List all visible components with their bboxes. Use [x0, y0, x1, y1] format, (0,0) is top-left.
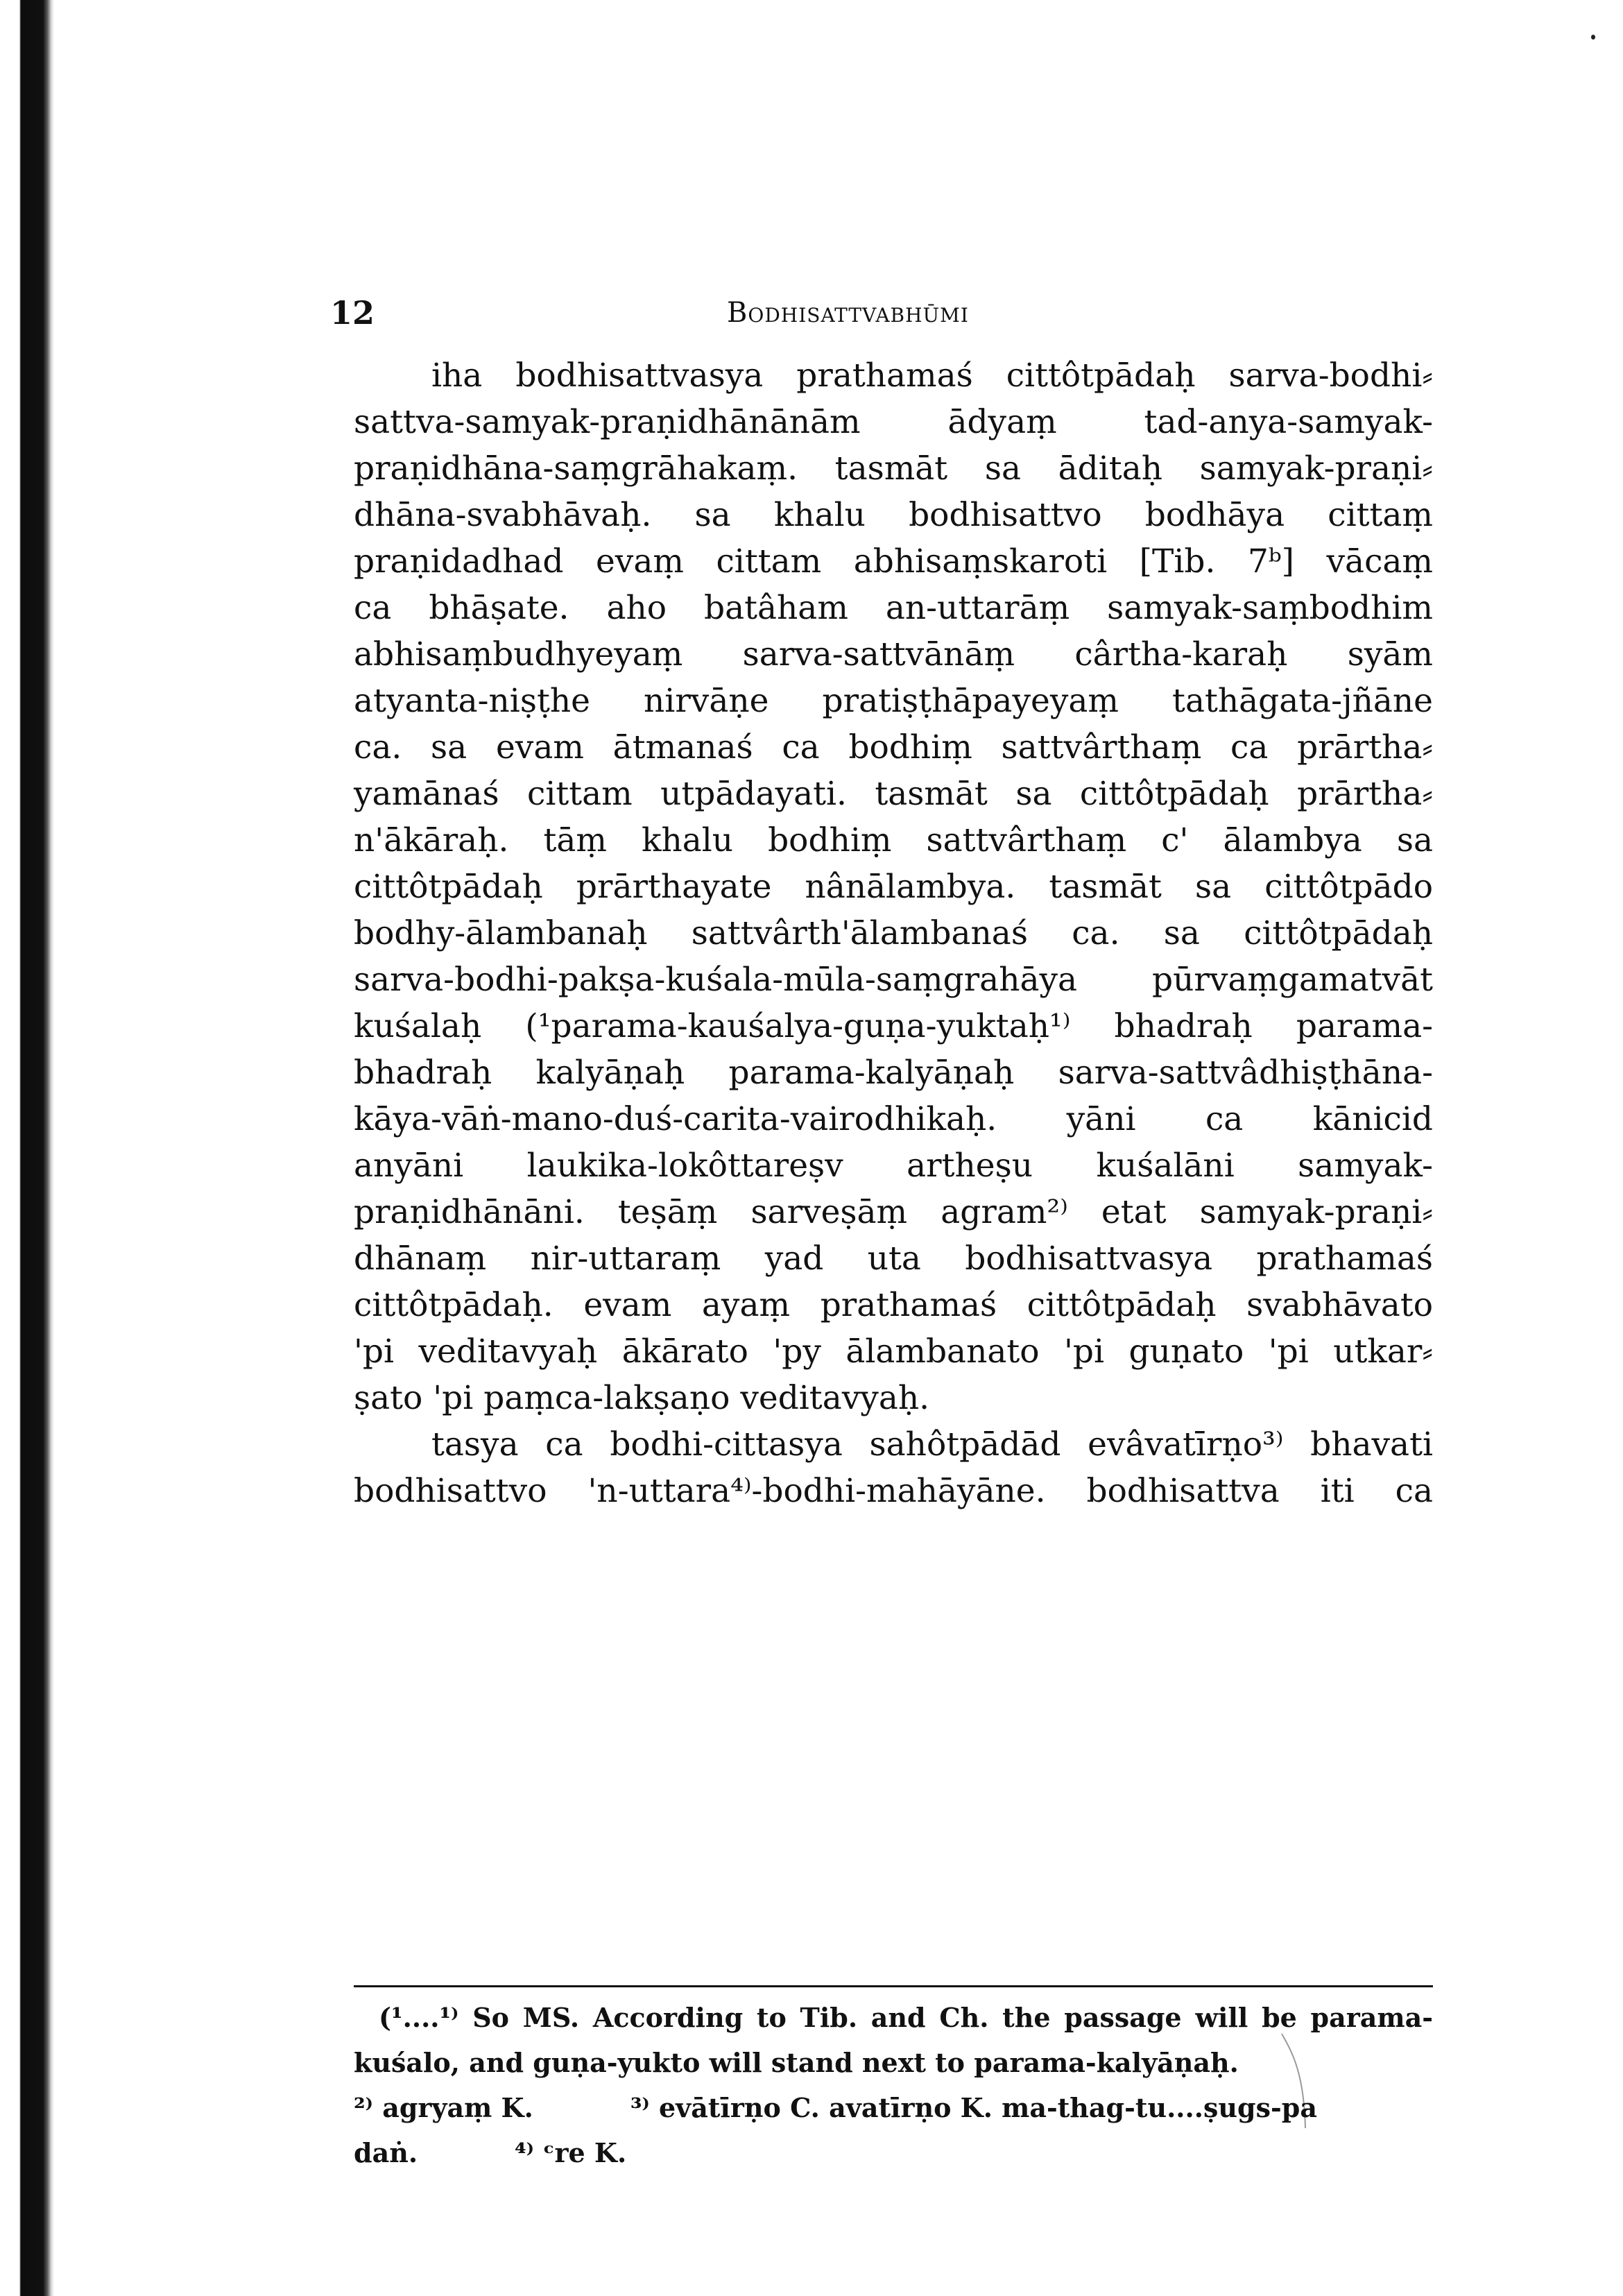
- page-number: 12: [330, 294, 375, 332]
- text-line: praṇidhāna-saṃgrāhakaṃ. tasmāt sa āditaḥ samyak-praṇi⸗: [354, 449, 1433, 488]
- text-line: ca bhāṣate. aho batâham an-uttarāṃ samyak-saṃbodhim: [354, 589, 1433, 627]
- footnote-3-continued: daṅ.: [354, 2137, 418, 2168]
- text-line: ca. sa evam ātmanaś ca bodhiṃ sattvârthaṃ ca prārtha⸗: [354, 728, 1433, 766]
- text-line: tasya ca bodhi-cittasya sahôtpādād evâvatīrṇo³⁾ bhavati: [431, 1425, 1433, 1464]
- text-line: kāya-vāṅ-mano-duś-carita-vairodhikaḥ. yāni ca kānicid: [354, 1100, 1433, 1138]
- text-line: atyanta-niṣṭhe nirvāṇe pratiṣṭhāpayeyaṃ tathāgata-jñāne: [354, 682, 1433, 720]
- text-line: iha bodhisattvasya prathamaś cittôtpādaḥ sarva-bodhi⸗: [431, 357, 1433, 395]
- running-title: Bodhisattvabhūmi: [727, 297, 969, 329]
- footnote-row: [354, 2085, 1433, 2130]
- text-line: 'pi veditavyaḥ ākārato 'py ālambanato 'pi guṇato 'pi utkar⸗: [354, 1333, 1433, 1371]
- text-line: n'ākāraḥ. tāṃ khalu bodhiṃ sattvârthaṃ c' ālambya sa: [354, 821, 1433, 859]
- text-line: praṇidadhad evaṃ cittam abhisaṃskaroti [Tib. 7ᵇ] vācaṃ: [354, 542, 1433, 581]
- footnote-3: ³⁾ evātīrṇo C. avatīrṇo K. ma-thag-tu....ṣugs-pa: [630, 2092, 1317, 2123]
- running-head: [330, 294, 1440, 336]
- footnote-rule: [354, 1985, 1433, 1987]
- footnote-2: ²⁾ agryaṃ K.: [354, 2092, 533, 2123]
- ink-speck: [1591, 35, 1595, 40]
- text-line: ṣato 'pi paṃca-lakṣaṇo veditavyaḥ.: [354, 1379, 930, 1417]
- footnote-1-continued: kuśalo, and guṇa-yukto will stand next to parama-kalyāṇaḥ.: [354, 2047, 1239, 2078]
- footnote-row: [354, 2130, 1433, 2175]
- text-line: bhadraḥ kalyāṇaḥ parama-kalyāṇaḥ sarva-sattvâdhiṣṭhāna-: [354, 1054, 1433, 1092]
- text-line: cittôtpādaḥ prārthayate nânālambya. tasmāt sa cittôtpādo: [354, 868, 1433, 906]
- text-line: dhāna-svabhāvaḥ. sa khalu bodhisattvo bodhāya cittaṃ: [354, 496, 1433, 534]
- text-line: yamānaś cittam utpādayati. tasmāt sa cittôtpādaḥ prārtha⸗: [354, 775, 1433, 813]
- footnotes: [354, 1995, 1433, 2175]
- text-line: abhisaṃbudhyeyaṃ sarva-sattvānāṃ cârtha-karaḥ syām: [354, 635, 1433, 674]
- body-text: [354, 352, 1433, 1514]
- text-line: cittôtpādaḥ. evam ayaṃ prathamaś cittôtpādaḥ svabhāvato: [354, 1286, 1433, 1324]
- text-line: bodhisattvo 'n-uttara⁴⁾-bodhi-mahāyāne. bodhisattva iti ca: [354, 1472, 1433, 1510]
- binding-edge: [0, 0, 54, 2296]
- text-line: dhānaṃ nir-uttaraṃ yad uta bodhisattvasya prathamaś: [354, 1240, 1433, 1278]
- text-line: sattva-samyak-praṇidhānānām ādyaṃ tad-anya-samyak-: [354, 403, 1433, 441]
- text-line: bodhy-ālambanaḥ sattvârth'ālambanaś ca. sa cittôtpādaḥ: [354, 914, 1433, 952]
- text-line: kuśalaḥ (¹parama-kauśalya-guṇa-yuktaḥ¹⁾ bhadraḥ parama-: [354, 1007, 1433, 1045]
- footnote-1: (¹....¹⁾ So MS. According to Tib. and Ch. the passage will be parama-: [379, 2002, 1433, 2033]
- footnote-4: ⁴⁾ ᶜre K.: [515, 2137, 627, 2168]
- text-line: anyāni laukika-lokôttareṣv artheṣu kuśalāni samyak-: [354, 1147, 1433, 1185]
- text-line: sarva-bodhi-pakṣa-kuśala-mūla-saṃgrahāya pūrvaṃgamatvāt: [354, 961, 1433, 999]
- text-line: praṇidhānāni. teṣāṃ sarveṣāṃ agram²⁾ etat samyak-praṇi⸗: [354, 1193, 1433, 1231]
